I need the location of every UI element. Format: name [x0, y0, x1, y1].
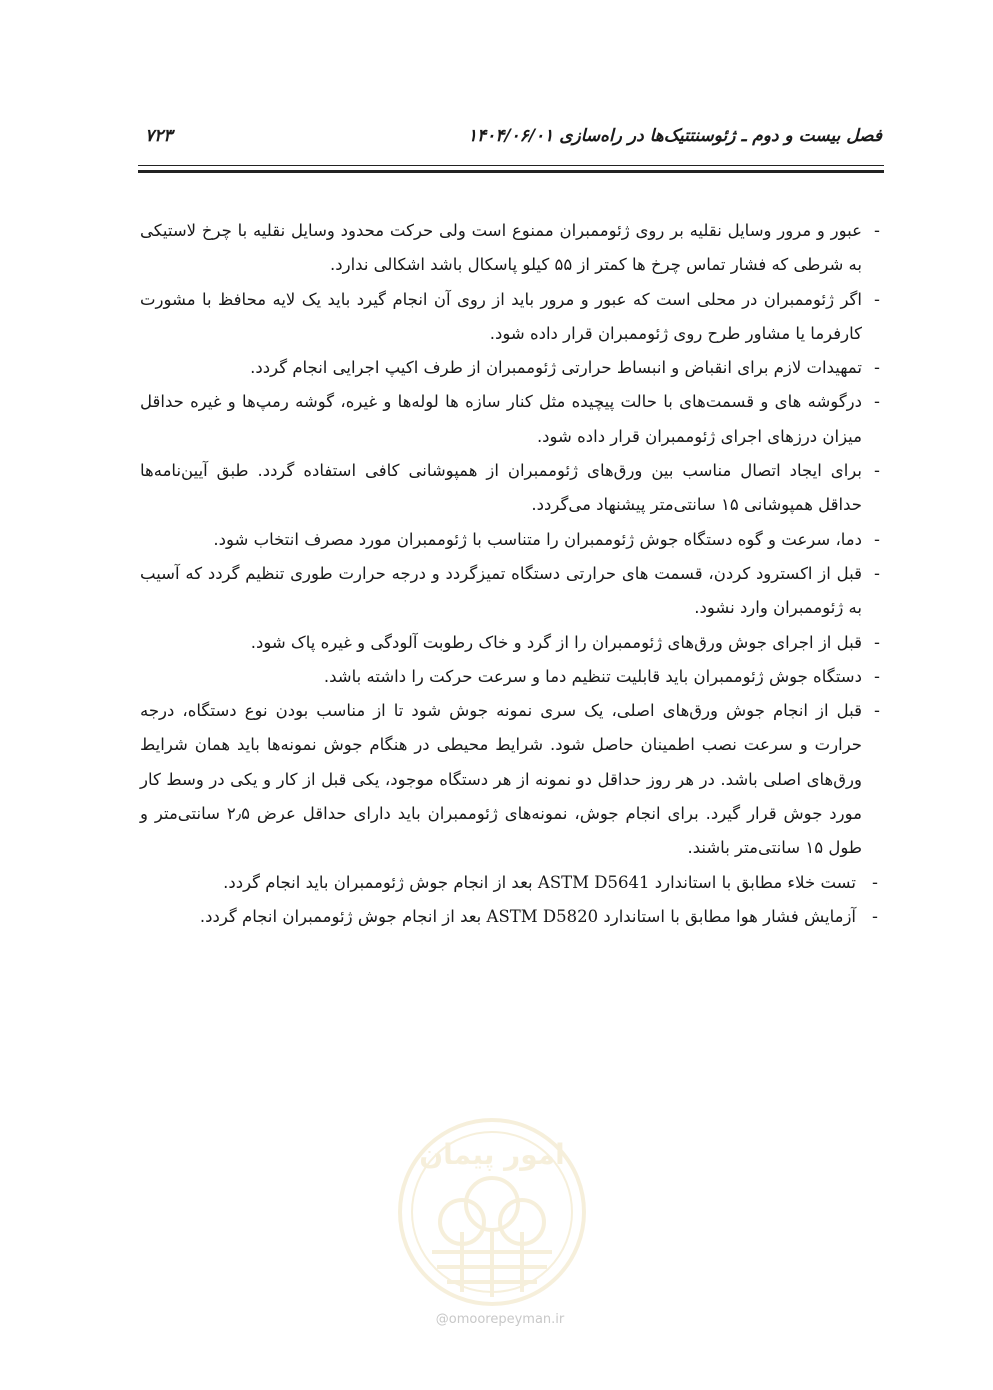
list-item: - درگوشه های و قسمت‌های با حالت پیچیده مثل کنار سازه ها لوله‌ها و غیره، گوشه رمپ‌ها و غیره حداقل میزان درزهای اجرای ژئوممبران قرار داده شود.: [140, 392, 880, 446]
list-item: - قبل از انجام جوش ورق‌های اصلی، یک سری نمونه جوش شود تا از مناسب بودن نوع دستگاه، درجه حرارت و سرعت نصب اطمینان حاصل شود. شرایط محیطی در هنگام جوش نمونه‌ها باید همان شرایط ورق‌های اصلی باشد. در هر روز حداقل دو نمونه از هر دستگاه موجود، یکی قبل از کار و یکی در وسط کار مورد جوش قرار گیرد. برای انجام جوش، نمونه‌های ژئوممبران باید دارای حداقل عرض ۲٫۵ سانتی‌متر و طول ۱۵ سانتی‌متر باشند.: [140, 701, 880, 858]
standard-code: ASTM D5820: [486, 906, 599, 926]
watermark-site: @omoorepeyman.ir: [435, 1312, 565, 1327]
watermark-seal: [392, 1112, 592, 1322]
list-item: - دستگاه جوش ژئوممبران باید قابلیت تنظیم دما و سرعت حرکت را داشته باشد.: [323, 666, 880, 686]
list-item: - اگر ژئوممبران در محلی است که عبور و مرور باید از روی آن انجام گیرد باید یک لایه محافظ با مشورت کارفرما یا مشاور طرح روی ژئوممبران قرار داده شود.: [140, 289, 880, 343]
list-item: - قبل از اکسترود کردن، قسمت های حرارتی دستگاه تمیزگردد و درجه حرارت طوری تنظیم گردد که آسیب به ژئوممبران وارد نشود.: [140, 563, 880, 618]
list-item: - تمهیدات لازم برای انقباض و انبساط حرارتی ژئوممبران از طرف اکیپ اجرایی انجام گردد.: [250, 358, 880, 378]
page-header: [145, 126, 882, 156]
list-item: - تست خلاء مطابق با استاندارد ASTM D5641 بعد از انجام جوش ژئوممبران باید انجام گردد.: [223, 872, 878, 892]
list-item: - قبل از اجرای جوش ورق‌های ژئوممبران را از گرد و خاک رطوبت آلودگی و غیره پاک شود.: [250, 632, 880, 652]
list-item: - دما، سرعت و گوه دستگاه جوش ژئوممبران را متناسب با ژئوممبران مورد مصرف انتخاب شود.: [213, 529, 880, 549]
standard-code: ASTM D5641: [537, 872, 650, 892]
header-rule-thick: [138, 170, 884, 173]
seal-text: امور پیمان: [419, 1138, 565, 1171]
list-item: - عبور و مرور وسایل نقلیه بر روی ژئوممبران ممنوع است ولی حرکت محدود وسایل نقلیه با چرخ لاستیکی به شرطی که فشار تماس چرخ ها کمتر از ۵۵ کیلو پاسکال باشد اشکالی ندارد.: [140, 221, 880, 275]
header-rule-thin: [138, 165, 884, 166]
chapter-title: فصل بیست و دوم ـ ژئوسنتتیک‌ها در راه‌سازی ۱۴۰۴/۰۶/۰۱: [467, 126, 882, 146]
list-item: - برای ایجاد اتصال مناسب بین ورق‌های ژئوممبران از همپوشانی کافی استفاده گردد. طبق آیین‌نامه‌ها حداقل همپوشانی ۱۵ سانتی‌متر پیشنهاد می‌گردد.: [140, 461, 880, 515]
page-number: ۷۲۳: [145, 126, 173, 146]
list-item: - آزمایش فشار هوا مطابق با استاندارد ASTM D5820 بعد از انجام جوش ژئوممبران انجام گردد.: [199, 906, 878, 926]
bullet-list: [140, 214, 884, 934]
